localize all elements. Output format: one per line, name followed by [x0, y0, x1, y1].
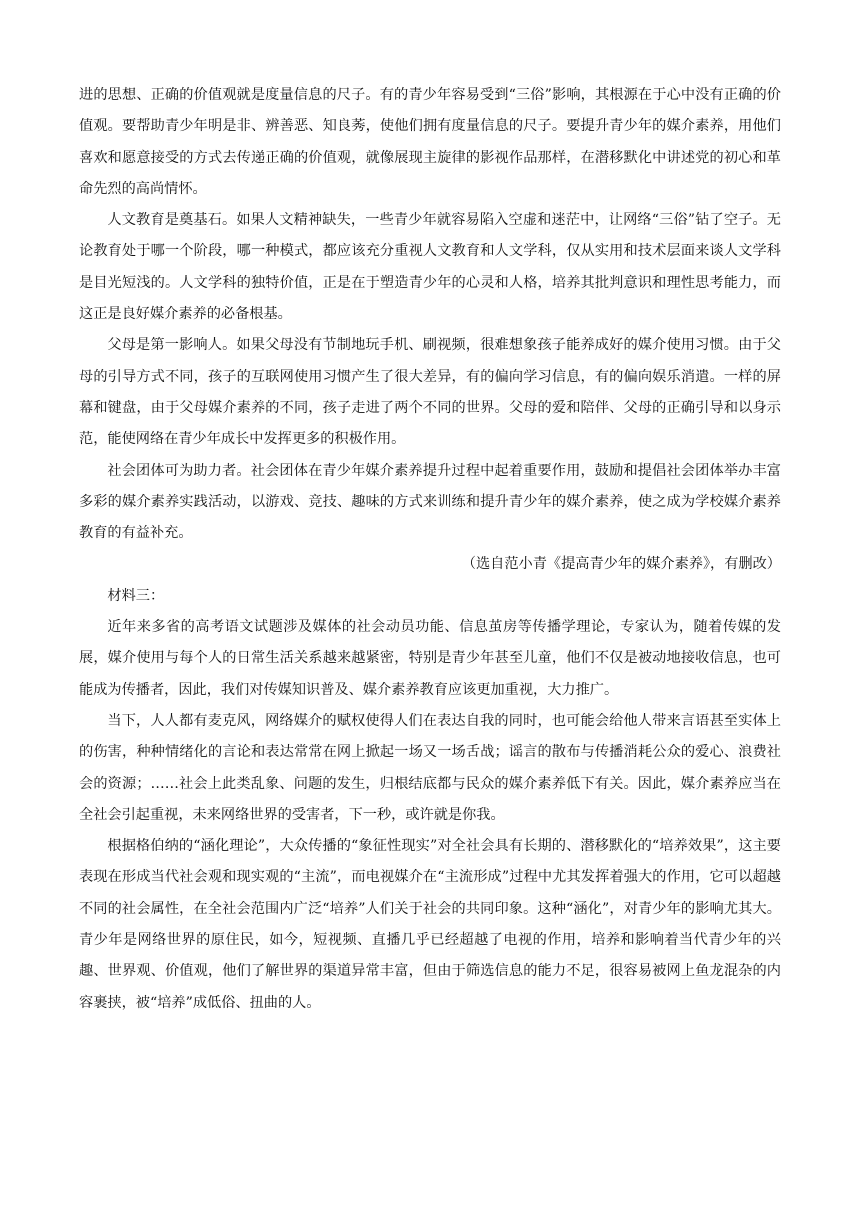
paragraph-values: 进的思想、正确的价值观就是度量信息的尺子。有的青少年容易受到“三俗”影响，其根源在于心中没有正确的价值观。要帮助青少年明是非、辨善恶、知良莠，使他们拥有度量信息的尺子。要提升青少年的媒介素养，用他们喜欢和愿意接受的方式去传递正确的价值观，就像展现主旋律的影视作品那样，在潜移默化中讲述党的初心和革命先烈的高尚情怀。: [79, 87, 781, 197]
document-page: [79, 80, 781, 1019]
paragraph-cultivation-theory: 根据格伯纳的“涵化理论”，大众传播的“象征性现实”对全社会具有长期的、潜移默化的“培养效果”，这主要表现在形成当代社会观和现实观的“主流”，而电视媒介在“主流形成”过程中尤其发挥着强大的作用，它可以超越不同的社会属性，在全社会范围内广泛“培养”人们关于社会的共同印象。这种“涵化”，对青少年的影响尤其大。青少年是网络世界的原住民，如今，短视频、直播几乎已经超越了电视的作用，培养和影响着当代青少年的兴趣、世界观、价值观，他们了解世界的渠道异常丰富，但由于筛选信息的能力不足，很容易被网上鱼龙混杂的内容裹挟，被“培养”成低俗、扭曲的人。: [79, 838, 781, 1011]
source-note: （选自范小青《提高青少年的媒介素养》，有删改）: [461, 556, 781, 573]
paragraph-social-groups: 社会团体可为助力者。社会团体在青少年媒介素养提升过程中起着重要作用，鼓励和提倡社会团体举办丰富多彩的媒介素养实践活动，以游戏、竞技、趣味的方式来训练和提升青少年的媒介素养，使之成为学校媒介素养教育的有益补充。: [79, 462, 781, 542]
paragraph-microphone: 当下，人人都有麦克风，网络媒介的赋权使得人们在表达自我的同时，也可能会给他人带来言语甚至实体上的伤害，种种情绪化的言论和表达常常在网上掀起一场又一场舌战；谣言的散布与传播消耗公众的爱心、浪费社会的资源；……社会上此类乱象、问题的发生，归根结底都与民众的媒介素养低下有关。因此，媒介素养应当在全社会引起重视，未来网络世界的受害者，下一秒，或许就是你我。: [79, 712, 781, 823]
material-label: 材料三：: [107, 587, 165, 604]
paragraph-humanities: 人文教育是奠基石。如果人文精神缺失，一些青少年就容易陷入空虚和迷茫中，让网络“三俗”钻了空子。无论教育处于哪一个阶段，哪一种模式，都应该充分重视人文教育和人文学科，仅从实用和技术层面来谈人文学科是目光短浅的。人文学科的独特价值，正是在于塑造青少年的心灵和人格，培养其批判意识和理性思考能力，而这正是良好媒介素养的必备根基。: [79, 212, 781, 323]
paragraph-exam-trend: 近年来多省的高考语文试题涉及媒体的社会动员功能、信息茧房等传播学理论，专家认为，随着传媒的发展，媒介使用与每个人的日常生活关系越来越紧密，特别是青少年甚至儿童，他们不仅是被动地接收信息，也可能成为传播者，因此，我们对传媒知识普及、媒介素养教育应该更加重视，大力推广。: [79, 619, 781, 698]
paragraph-parents: 父母是第一影响人。如果父母没有节制地玩手机、刷视频，很难想象孩子能养成好的媒介使用习惯。由于父母的引导方式不同，孩子的互联网使用习惯产生了很大差异，有的偏向学习信息，有的偏向娱乐消遣。一样的屏幕和键盘，由于父母媒介素养的不同，孩子走进了两个不同的世界。父母的爱和陪伴、父母的正确引导和以身示范，能使网络在青少年成长中发挥更多的积极作用。: [79, 337, 781, 448]
